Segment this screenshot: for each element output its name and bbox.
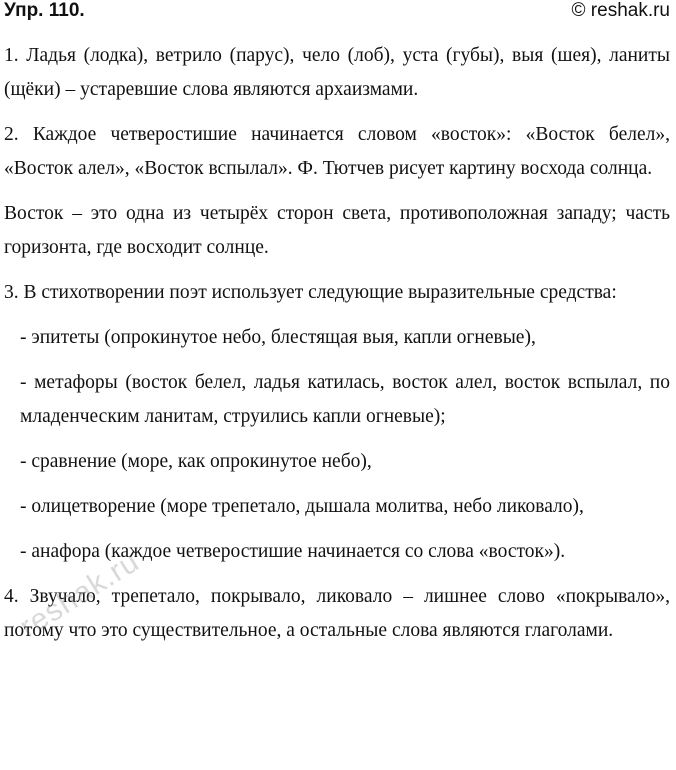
list-item: - эпитеты (опрокинутое небо, блестящая выя, капли огневые), xyxy=(20,327,536,348)
list-item: - метафоры (восток белел, ладья катилась, восток алел, восток вспылал, по младенческим ланитам, струились капли огневые); xyxy=(20,372,670,427)
exercise-title: Упр. 110. xyxy=(4,0,85,21)
answer-item-1: 1. Ладья (лодка), ветрило (парус), чело (лоб), уста (губы), выя (шея), ланиты (щёки) – устаревшие слова являются архаизмами. xyxy=(4,45,670,100)
answer-item-3-intro: 3. В стихотворении поэт использует следующие выразительные средства: xyxy=(4,282,617,303)
answer-item-4: 4. Звучало, трепетало, покрывало, ликовало – лишнее слово «покрывало», потому что это существительное, а остальные слова являются глаголами. xyxy=(4,586,670,641)
page-header xyxy=(4,0,670,36)
list-item: - олицетворение (море трепетало, дышала молитва, небо ликовало), xyxy=(20,496,584,517)
source-credit: © reshak.ru xyxy=(571,0,670,21)
answer-item-2-note: Восток – это одна из четырёх сторон света, противоположная западу; часть горизонта, где восходит солнце. xyxy=(4,203,670,258)
list-item: - сравнение (море, как опрокинутое небо), xyxy=(20,451,372,472)
expressive-means-list xyxy=(4,321,670,569)
watermark: reshak.ru xyxy=(14,544,146,644)
answer-item-2: 2. Каждое четверостишие начинается словом «восток»: «Восток белел», «Восток алел», «Восток вспылал». Ф. Тютчев рисует картину восхода солнца. xyxy=(4,124,670,179)
list-item: - анафора (каждое четверостишие начинается со слова «восток»). xyxy=(20,541,566,562)
